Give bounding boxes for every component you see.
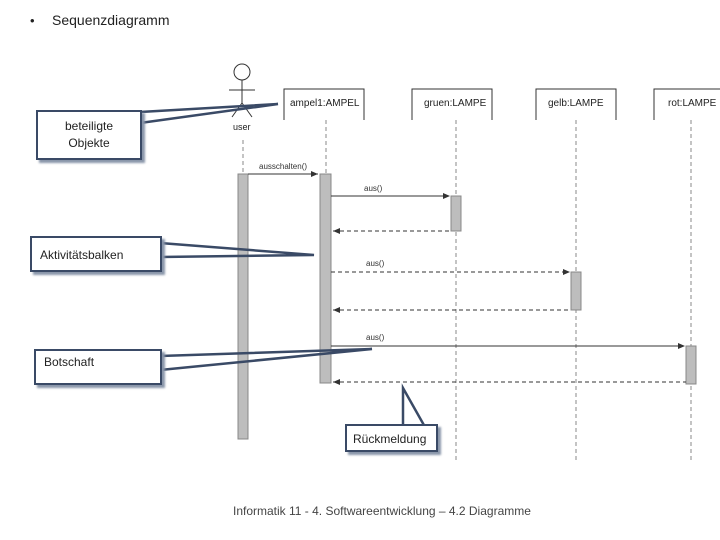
return-arrow-gelb (333, 307, 571, 313)
message-arrow-aus-gelb (331, 269, 570, 275)
object-label-rot: rot:LAMPE (668, 98, 717, 109)
footer: Informatik 11 - 4. Softwareentwicklung – 4.2 Diagramme (233, 504, 531, 518)
callout-pointer-objects (140, 104, 278, 123)
return-arrow-rot (333, 379, 686, 385)
callout-reply (345, 424, 438, 452)
callout-pointer-message (160, 349, 372, 370)
message-label-aus-gruen: aus() (364, 184, 383, 193)
activation-bar-rot (686, 346, 696, 384)
activation-bar-user (238, 174, 248, 439)
message-arrow-aus-gruen (331, 193, 450, 199)
object-label-ampel: ampel1:AMPEL (290, 98, 360, 109)
activation-bar-gruen (451, 196, 461, 231)
message-arrow-ausschalten (248, 171, 318, 177)
callout-pointer-reply (403, 388, 425, 427)
actor-label: user (233, 122, 251, 132)
callout-message-label: Botschaft (44, 355, 95, 369)
callout-reply-label: Rückmeldung (353, 432, 427, 446)
callout-objects-line1: beteiligte (64, 119, 114, 133)
message-label-aus-gelb: aus() (366, 259, 385, 268)
object-label-gruen: gruen:LAMPE (424, 98, 487, 109)
callout-objects (36, 110, 142, 160)
object-label-gelb: gelb:LAMPE (548, 98, 604, 109)
bullet: • (30, 13, 35, 28)
return-arrow-gruen (333, 228, 451, 234)
slide-title: Sequenzdiagramm (52, 12, 170, 28)
callout-objects-line2: Objekte (68, 136, 110, 150)
callout-activation-label: Aktivitätsbalken (40, 248, 124, 262)
callout-message (34, 349, 162, 385)
activation-bar-gelb (571, 272, 581, 310)
callout-activation (30, 236, 162, 272)
message-arrow-aus-rot (331, 343, 685, 349)
message-label-aus-rot: aus() (366, 333, 385, 342)
message-label-ausschalten: ausschalten() (259, 162, 308, 171)
callout-pointer-activation (160, 243, 314, 257)
